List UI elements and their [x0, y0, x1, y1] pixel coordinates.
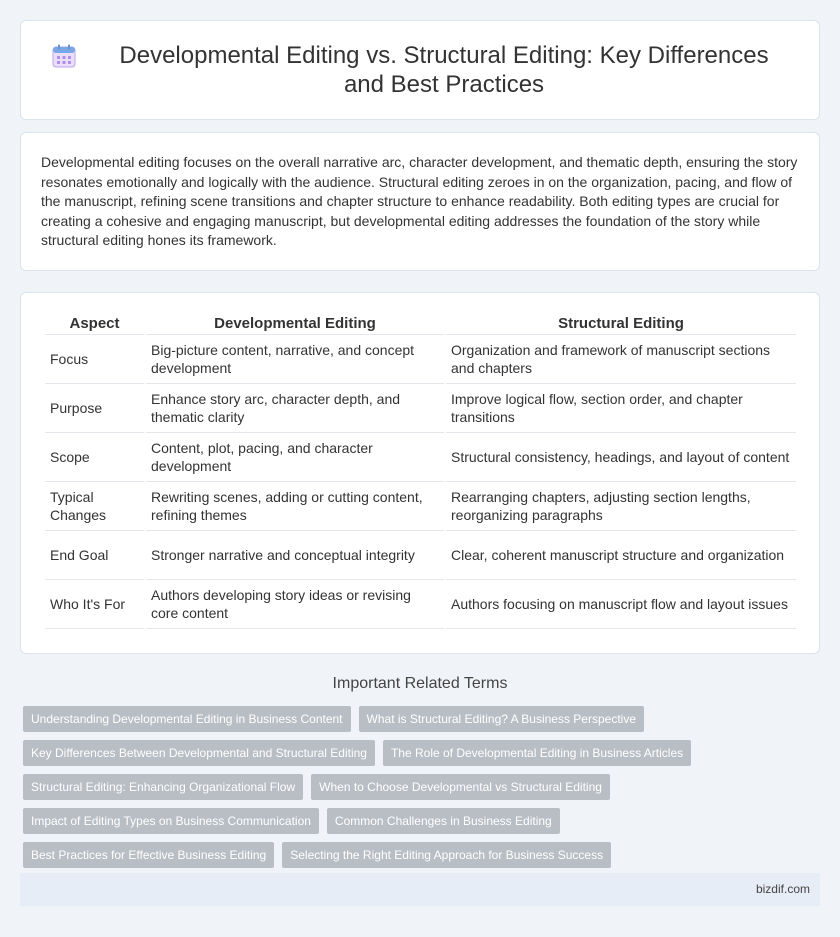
footer-bar — [20, 873, 820, 906]
row-developmental: Content, plot, pacing, and character development — [146, 433, 444, 482]
row-structural: Clear, coherent manuscript structure and organization — [446, 531, 796, 580]
row-developmental: Big-picture content, narrative, and concept development — [146, 335, 444, 384]
related-term-link[interactable]: Best Practices for Effective Business Editing — [23, 842, 274, 868]
row-developmental: Authors developing story ideas or revising core content — [146, 580, 444, 629]
table-row — [45, 482, 796, 531]
table-row — [45, 433, 796, 482]
row-aspect: End Goal — [45, 531, 144, 580]
related-term-link[interactable]: When to Choose Developmental vs Structural Editing — [311, 774, 610, 800]
comparison-table — [43, 311, 798, 629]
header-card — [20, 20, 820, 120]
footer-site-name[interactable]: bizdif.com — [755, 882, 810, 896]
intro-card — [20, 132, 820, 271]
related-term-link[interactable]: Understanding Developmental Editing in Business Content — [23, 706, 351, 732]
row-developmental: Stronger narrative and conceptual integrity — [146, 531, 444, 580]
row-developmental: Rewriting scenes, adding or cutting content, refining themes — [146, 482, 444, 531]
table-row — [45, 580, 796, 629]
header-structural: Structural Editing — [446, 311, 796, 335]
row-structural: Rearranging chapters, adjusting section lengths, reorganizing paragraphs — [446, 482, 796, 531]
table-row — [45, 384, 796, 433]
row-aspect: Focus — [45, 335, 144, 384]
related-term-link[interactable]: Common Challenges in Business Editing — [327, 808, 560, 834]
header-developmental: Developmental Editing — [146, 311, 444, 335]
calendar-icon — [51, 43, 77, 69]
related-term-link[interactable]: Key Differences Between Developmental and Structural Editing — [23, 740, 375, 766]
related-term-link[interactable]: What is Structural Editing? A Business Perspective — [359, 706, 644, 732]
related-term-link[interactable]: Structural Editing: Enhancing Organizational Flow — [23, 774, 303, 800]
row-developmental: Enhance story arc, character depth, and thematic clarity — [146, 384, 444, 433]
table-header-row — [45, 311, 796, 335]
row-aspect: Typical Changes — [45, 482, 144, 531]
related-terms-list — [23, 706, 823, 876]
intro-paragraph: Developmental editing focuses on the overall narrative arc, character development, and thematic depth, ensuring the story resonates emotionally and logically with the audience. Structural editing zeroes in on the organization, pacing, and flow of the manuscript, refining scene transitions and chapter structure to enhance readability. Both editing types are crucial for creating a cohesive and engaging manuscript, but developmental editing addresses the foundation of the story while structural editing hones its framework. — [41, 154, 798, 249]
table-row — [45, 335, 796, 384]
row-structural: Authors focusing on manuscript flow and layout issues — [446, 580, 796, 629]
related-terms-title: Important Related Terms — [332, 675, 508, 692]
row-structural: Structural consistency, headings, and layout of content — [446, 433, 796, 482]
related-term-link[interactable]: Selecting the Right Editing Approach for Business Success — [282, 842, 611, 868]
row-structural: Improve logical flow, section order, and chapter transitions — [446, 384, 796, 433]
related-term-link[interactable]: The Role of Developmental Editing in Business Articles — [383, 740, 691, 766]
row-aspect: Purpose — [45, 384, 144, 433]
related-term-link[interactable]: Impact of Editing Types on Business Communication — [23, 808, 319, 834]
page-title: Developmental Editing vs. Structural Editing: Key Differences and Best Practices — [119, 42, 769, 98]
comparison-table-card — [20, 292, 820, 654]
table-row — [45, 531, 796, 580]
row-structural: Organization and framework of manuscript sections and chapters — [446, 335, 796, 384]
row-aspect: Who It's For — [45, 580, 144, 629]
row-aspect: Scope — [45, 433, 144, 482]
header-aspect: Aspect — [45, 311, 144, 335]
